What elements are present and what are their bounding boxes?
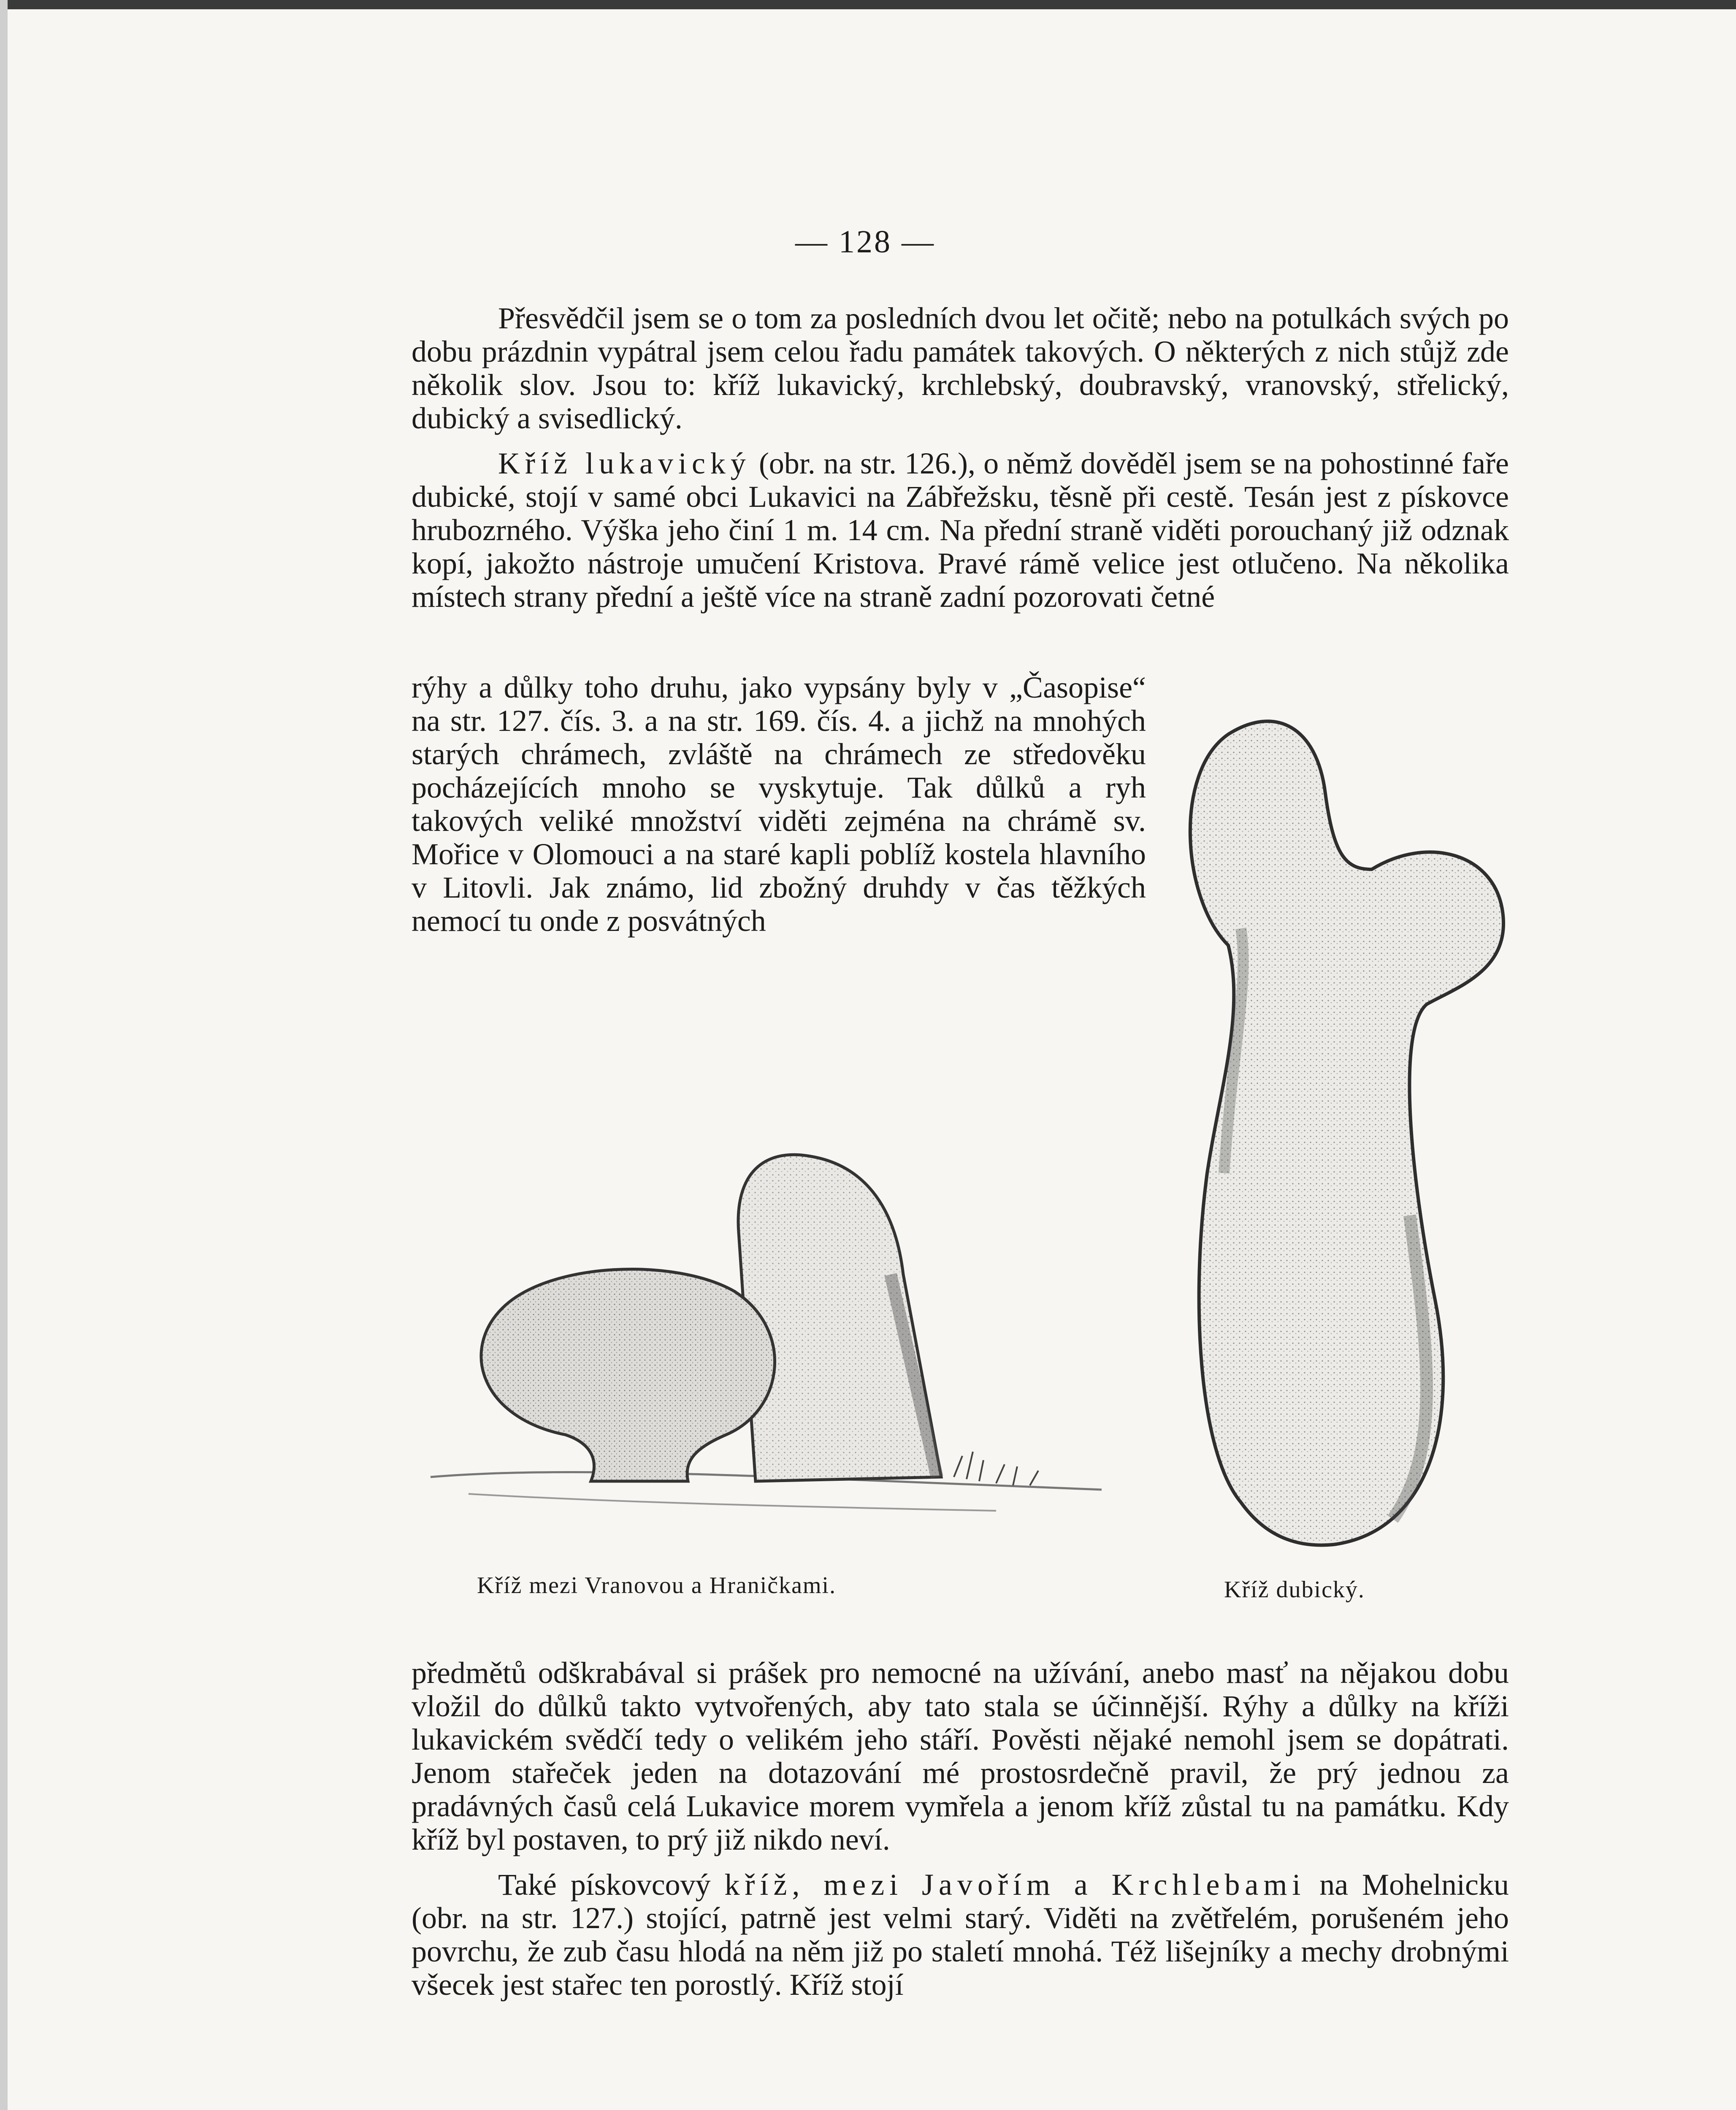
illustration-two-stones (405, 1055, 1140, 1561)
scan-edge-left (0, 0, 8, 2110)
paragraph-1: Přesvědčil jsem se o tom za posledních dvou let očitě; nebo na potulkách svých po dobu prázdnin vypátral jsem celou řadu památek takových. O některých z nich stůjž zde několik slov. Jsou to: kříž lukavický, krchlebský, doubravský, vranovský, střelický, dubický a svisedlický. (412, 301, 1509, 435)
paragraph-3: předmětů odškrabával si prášek pro nemocné na užívání, anebo masť na nějakou dobu vložil do důlků takto vytvořených, aby tato stala se účinnější. Rýhy a důlky na kříži lukavickém svědčí tedy o velikém jeho stáří. Pověsti nějaké nemohl jsem se dopátrati. Jenom stařeček jeden na dotazování mé prostosrdečně pravil, že prý jednou za pradávných časů celá Lukavice morem vymřela a jenom kříž zůstal tu na památku. Kdy kříž byl postaven, to prý již nikdo neví. (412, 1656, 1509, 1856)
paragraph-4-lead: Také pískovcový (498, 1868, 725, 1902)
narrow-text-block (412, 671, 1146, 938)
caption-left: Kříž mezi Vranovou a Hraničkami. (477, 1572, 837, 1599)
page-number: — 128 — (795, 224, 935, 260)
cross-stone (1190, 721, 1503, 1545)
spaced-heading-krchleby: kříž, mezi Javořím a Krchlebami (724, 1868, 1306, 1902)
upright-stone (738, 1155, 941, 1481)
scan-edge-top (0, 0, 1736, 9)
caption-right: Kříž dubický. (1224, 1577, 1365, 1603)
bottom-text-block (412, 1656, 1509, 2002)
paragraph-2-text: (obr. na str. 126.), o němž dověděl jsem se na pohostinné faře dubické, stojí v samé obci Lukavici na Zábřežsku, těsně při cestě. Tesán jest z pískovce hrubozrného. Výška jeho činí 1 m. 14 cm. Na přední straně viděti porouchaný již odznak kopí, jakožto nástroje umučení Kristova. Pravé rámě velice jest otlučeno. Na několika místech strany přední a ještě více na straně zadní pozorovati četné (412, 446, 1509, 614)
paragraph-4 (412, 1868, 1509, 2002)
illustration-dubicky-cross (1173, 709, 1536, 1566)
spaced-heading-lukavicky: Kříž lukavický (498, 446, 751, 480)
round-stone (481, 1269, 775, 1481)
top-text-block (412, 302, 1509, 614)
paragraph-2-continued: rýhy a důlky toho druhu, jako vypsány byly v „Časopise“ na str. 127. čís. 3. a na str. 169. čís. 4. a jichž na mnohých starých chrámech, zvláště na chrámech ze středověku pocházejících mnoho se vyskytuje. Tak důlků a ryh takových veliké množství viděti zejména na chrámě sv. Mořice v Olomouci a na staré kapli poblíž kostela hlavního v Litovli. Jak známo, lid zbožný druhdy v čas těžkých nemocí tu onde z posvátných (412, 671, 1146, 938)
paragraph-2 (412, 447, 1509, 614)
paragraph-4-text: na Mohelnicku (obr. na str. 127.) stojící, patrně jest velmi starý. Viděti na zvětřelém, porušeném jeho povrchu, že zub času hlodá na něm již po staletí mnohá. Též lišejníky a mechy drobnými všecek jest stařec ten porostlý. Kříž stojí (412, 1868, 1509, 2002)
